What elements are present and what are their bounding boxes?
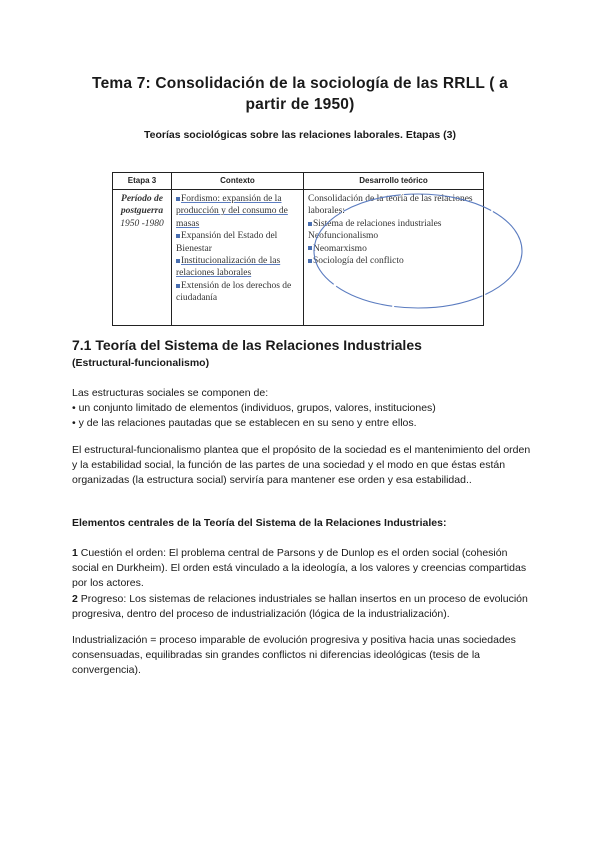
context-item: Expansión del Estado del Bienestar [176,231,278,254]
point-text: Cuestión el orden: El problema central de Parsons y de Dunlop es el orden social (cohesión social en Durkheim). El orden está vinculado a la ideología, a los valores y creencias compartidas por los actores. [72,547,527,590]
theory-item: Sistema de relaciones industriales [313,218,442,229]
point-order [72,546,532,592]
list-item [176,193,299,230]
section-subheading: (Estructural-funcionalismo) [72,357,210,369]
bullet-square-icon [176,284,180,288]
list-item [308,243,479,255]
structures-paragraph [72,386,532,432]
bullet-square-icon [176,197,180,201]
theory-cell [304,190,484,326]
industrialization-paragraph: Industrialización = proceso imparable de evolución progresiva y positiva hacia unas sociedades consensuadas, equilibradas sin grandes conflictos ni diferencias ideológicas (tesis de la convergencia). [72,634,516,677]
theory-item: Sociología del conflicto [313,256,404,267]
list-item [308,218,479,230]
context-item: Extensión de los derechos de ciudadanía [176,280,292,304]
section-heading: 7.1 Teoría del Sistema de las Relaciones Industriales [72,337,422,353]
table-header-theory: Desarrollo teórico [304,173,484,190]
bullet-square-icon [308,259,312,263]
context-item: Institucionalización de las relaciones laborales [176,256,281,279]
list-item [176,230,299,255]
functionalism-paragraph: El estructural-funcionalismo plantea que el propósito de la sociedad es el mantenimiento del orden y la estabilidad social, la función de las partes de una sociedad y el modo en que éstas están organizadas (la estructura social) serviría para mantener ese orden y esa estabilidad.. [72,444,531,487]
point-progress [72,592,532,622]
period-years: 1950 -1980 [120,218,164,229]
point-text: Progreso: Los sistemas de relaciones industriales se hallan insertos en un proceso de evolución progresiva, dentro del proceso de industrialización (lógica de la industrialización). [72,593,528,621]
theory-item: Neomarxismo [313,243,367,254]
bullet-square-icon [176,259,180,263]
context-item: Fordismo: expansión de la producción y del consumo de masas [176,194,288,229]
page-title: Tema 7: Consolidación de la sociología de las RRLL ( a partir de 1950) [92,75,508,113]
list-item: • y de las relaciones pautadas que se establecen en su seno y entre ellos. [72,417,417,430]
stages-table [112,172,484,326]
table-caption: Teorías sociológicas sobre las relaciones laborales. Etapas (3) [143,129,457,141]
list-item [308,230,479,242]
context-cell [172,190,304,326]
theory-intro: Consolidación de la teoría de las relaciones laborales: [308,194,473,217]
table-row [113,190,484,326]
bullet-square-icon [176,234,180,238]
list-item [176,255,299,280]
list-item: • un conjunto limitado de elementos (individuos, grupos, valores, instituciones) [72,402,436,415]
point-number: 2 [72,593,78,605]
table-header-context: Contexto [172,173,304,190]
list-item [308,255,479,267]
point-number: 1 [72,547,78,559]
theory-item: Neofuncionalismo [308,231,379,242]
list-item [176,280,299,305]
table-header-stage: Etapa 3 [113,173,172,190]
period-label: Período de postguerra [120,194,164,217]
bullet-square-icon [308,222,312,226]
bullet-square-icon [308,246,312,250]
stage-cell [113,190,172,326]
structures-intro: Las estructuras sociales se componen de: [72,387,269,399]
elements-heading: Elementos centrales de la Teoría del Sistema de la Relaciones Industriales: [72,517,447,529]
